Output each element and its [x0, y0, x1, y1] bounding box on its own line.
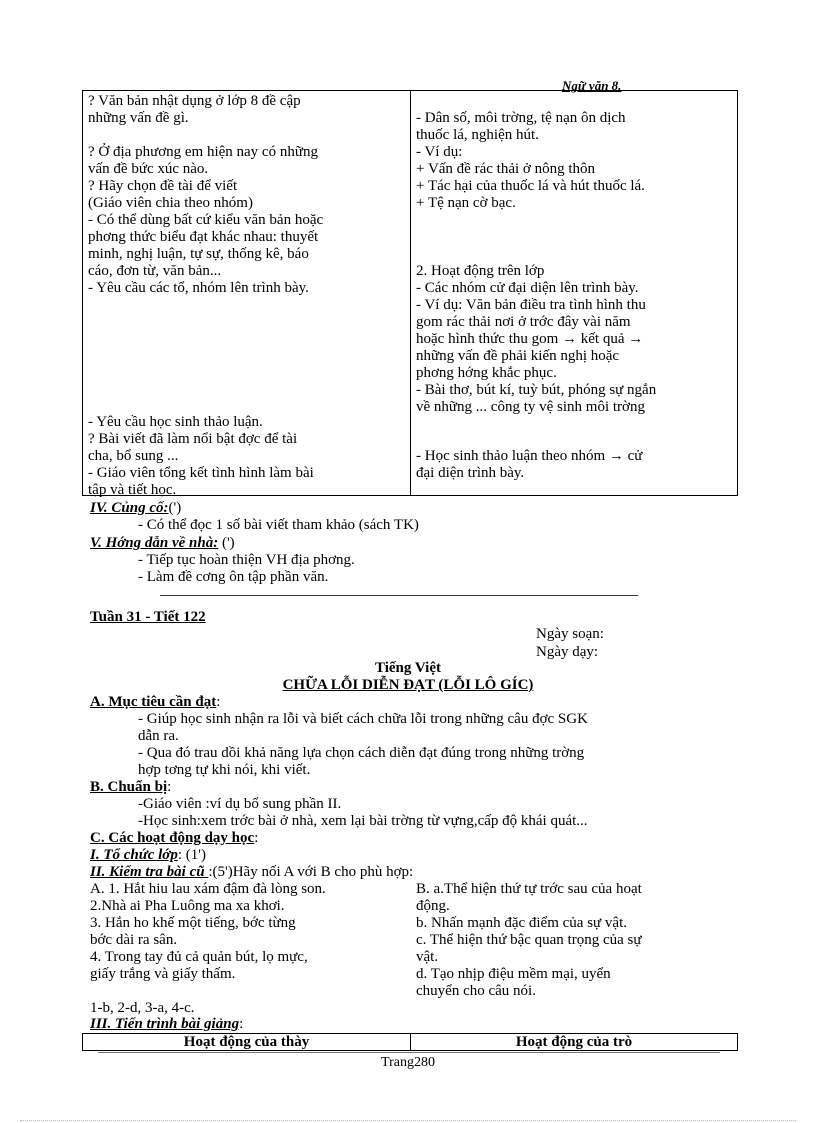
text-line: những vấn đề gì.	[88, 110, 189, 126]
text-line: - Yêu cầu các tổ, nhóm lên trình bày.	[88, 280, 309, 296]
section-b-line: -Học sinh:xem trớc bài ở nhà, xem lại bài trờng từ vựng,cấp độ khái quát...	[138, 813, 588, 829]
section-c-title: C. Các hoạt động dạy học	[90, 830, 255, 846]
lesson-title: CHỮA LỖI DIỄN ĐẠT (LỖI LÔ GÍC)	[282, 677, 534, 693]
table-divider	[410, 91, 411, 495]
subsection-1	[90, 847, 206, 864]
text-line: đại diện trình bày.	[416, 465, 525, 481]
text-line: b. Nhấn mạnh đặc điểm của sự vật.	[416, 915, 627, 931]
section-a-line: dẫn ra.	[138, 728, 179, 744]
subject-header: Ngữ văn 8.	[562, 78, 622, 93]
section-a-line: - Qua đó trau dồi khả năng lựa chọn cách diễn đạt đúng trong những trờng	[138, 745, 585, 761]
text-line: hoặc hình thức thu gom → kết quả →	[416, 331, 644, 347]
text-line: - Các nhóm cử đại diện lên trình bày.	[416, 280, 639, 296]
subsection-2	[90, 864, 413, 881]
text-line: - Học sinh thảo luận theo nhóm → cử	[416, 448, 643, 464]
section-b	[90, 779, 171, 796]
text-line: - Ví dụ: Văn bản điều tra tình hình thu	[416, 297, 646, 313]
text-line: c. Thể hiện thứ bậc quan trọng của sự	[416, 932, 642, 948]
text-line: B. a.Thể hiện thứ tự trớc sau của hoạt	[416, 881, 642, 897]
text-line: - Yêu cầu học sinh thảo luận.	[88, 414, 263, 430]
subsection-3-tail: :	[239, 1016, 244, 1032]
text-line: thuốc lá, nghiện hút.	[416, 127, 539, 143]
section-a	[90, 694, 220, 711]
section-5-title: V. Hớng dẫn về nhà:	[90, 535, 219, 551]
text-line: - Giáo viên tổng kết tình hình làm bài	[88, 465, 314, 481]
section-b-title: B. Chuẩn bị	[90, 779, 168, 795]
text-line: vấn đề bức xúc nào.	[88, 161, 209, 177]
section-4-tail: (')	[168, 500, 182, 516]
section-5	[90, 535, 235, 552]
text-line: - Có thể dùng bất cứ kiểu văn bản hoặc	[88, 212, 324, 228]
section-4	[90, 500, 181, 517]
text-line: 4. Trong tay đủ cả quản bút, lọ mực,	[90, 949, 308, 965]
date-prepared: Ngày soạn:	[536, 626, 604, 642]
text-line: giấy trắng và giấy thấm.	[90, 966, 236, 982]
section-5-item: - Làm đề cơng ôn tập phần văn.	[138, 569, 329, 585]
section-c	[90, 830, 258, 847]
text-line: - Ví dụ:	[416, 144, 463, 160]
text-line: tập và tiết học.	[88, 482, 177, 498]
teacher-activity-header: Hoạt động của thày	[183, 1034, 310, 1050]
section-b-line: -Giáo viên :ví dụ bổ sung phần II.	[138, 796, 342, 812]
text-line: những vấn đề phải kiến nghị hoặc	[416, 348, 620, 364]
exercise-answer: 1-b, 2-d, 3-a, 4-c.	[90, 1000, 195, 1016]
subsection-1-tail: : (1')	[177, 847, 206, 863]
section-b-colon: :	[167, 779, 172, 795]
text-line: 2. Hoạt động trên lớp	[416, 263, 545, 279]
text-line: cáo, đơn từ, văn bản...	[88, 263, 222, 279]
lesson-subject: Tiếng Việt	[375, 660, 441, 676]
text-line: động.	[416, 898, 450, 914]
section-a-line: hợp tơng tự khi nói, khi viết.	[138, 762, 311, 778]
student-activity-header: Hoạt động của trò	[515, 1034, 633, 1050]
section-a-line: - Giúp học sinh nhận ra lỗi và biết cách chữa lỗi trong những câu đợc SGK	[138, 711, 588, 727]
section-a-title: A. Mục tiêu cần đạt	[90, 694, 217, 710]
text-line: bớc dài ra sân.	[90, 932, 178, 948]
page-edge	[20, 1120, 796, 1121]
separator-line	[160, 595, 638, 596]
text-line: ? Hãy chọn đề tài để viết	[88, 178, 238, 194]
subsection-2-title: II. Kiểm tra bài cũ	[90, 864, 209, 880]
text-line: 3. Hắn ho khế một tiếng, bớc từng	[90, 915, 296, 931]
text-line: - Dân số, môi trờng, tệ nạn ôn dịch	[416, 110, 626, 126]
date-taught: Ngày dạy:	[536, 644, 599, 660]
section-a-colon: :	[216, 694, 221, 710]
text-line: ? Văn bản nhật dụng ở lớp 8 đề cập	[88, 93, 301, 109]
text-line: A. 1. Hắt hiu lau xám đậm đà lòng son.	[90, 881, 326, 897]
section-4-title: IV. Củng cố:	[90, 500, 169, 516]
text-line: d. Tạo nhịp điệu mềm mại, uyển	[416, 966, 611, 982]
subsection-1-title: I. Tổ chức lớp	[90, 847, 178, 863]
text-line: chuyển cho câu nói.	[416, 983, 536, 999]
text-line: 2.Nhà ai Pha Luông ma xa khơi.	[90, 898, 285, 914]
text-line: cha, bổ sung ...	[88, 448, 179, 464]
text-line: vật.	[416, 949, 439, 965]
text-line: về những ... công ty vệ sinh môi trờng	[416, 399, 645, 415]
text-line: - Bài thơ, bút kí, tuỳ bút, phóng sự ngắn	[416, 382, 657, 398]
subsection-3-title: III. Tiến trình bài giảng	[90, 1016, 240, 1032]
section-c-colon: :	[254, 830, 259, 846]
text-line: + Tác hại của thuốc lá và hút thuốc lá.	[416, 178, 645, 194]
text-line: gom rác thải nơi ở trớc đây vài năm	[416, 314, 631, 330]
text-line: ? Ở địa phương em hiện nay có những	[88, 144, 318, 160]
text-line: phơng thức biểu đạt khác nhau: thuyết	[88, 229, 319, 245]
lesson-week: Tuần 31 - Tiết 122	[90, 609, 206, 625]
page-number: Trang280	[381, 1055, 435, 1070]
text-line: minh, nghị luận, tự sự, thống kê, báo	[88, 246, 309, 262]
section-5-item: - Tiếp tục hoàn thiện VH địa phơng.	[138, 552, 355, 568]
text-line: ? Bài viết đã làm nổi bật đợc để tài	[88, 431, 298, 447]
subsection-3	[90, 1016, 243, 1033]
footer-rule	[98, 1052, 720, 1053]
section-5-tail: (')	[218, 535, 235, 551]
text-line: phơng hớng khắc phục.	[416, 365, 557, 381]
text-line: (Giáo viên chia theo nhóm)	[88, 195, 253, 211]
text-line: + Vấn đề rác thải ở nông thôn	[416, 161, 595, 177]
text-line: + Tệ nạn cờ bạc.	[416, 195, 516, 211]
activities-table-header	[82, 1033, 738, 1051]
section-4-item: - Có thể đọc 1 số bài viết tham khảo (sách TK)	[138, 517, 419, 533]
subsection-2-tail: :(5')Hãy nối A với B cho phù hợp:	[208, 864, 414, 880]
